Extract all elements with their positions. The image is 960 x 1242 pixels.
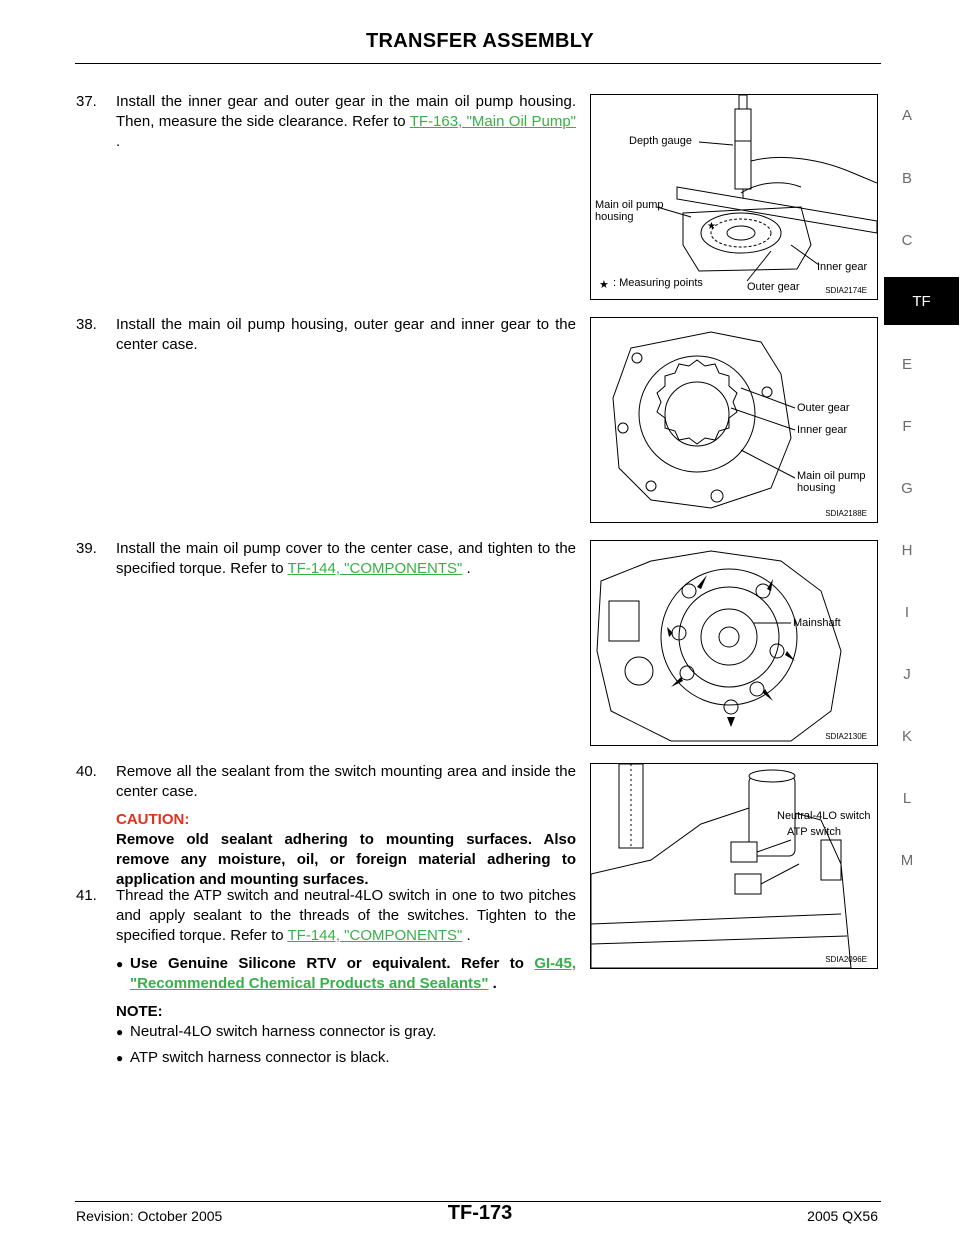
label-main-oil-pump-housing: Main oil pump housing [595, 199, 664, 223]
label-main-oil-pump-housing: Main oil pump housing [797, 470, 866, 494]
label-depth-gauge: Depth gauge [629, 135, 692, 147]
step-37 [76, 92, 576, 152]
bullet-icon: ● [116, 957, 124, 971]
section-index-a[interactable]: A [901, 107, 912, 124]
label-inner-gear: Inner gear [817, 261, 868, 273]
section-index-e[interactable]: E [901, 356, 912, 373]
step-tail: . [116, 133, 121, 150]
step-40 [76, 762, 576, 890]
caution-heading: CAUTION: [116, 811, 190, 828]
section-index-f[interactable]: F [902, 418, 912, 435]
label-outer-gear: Outer gear [797, 402, 850, 414]
step-41 [76, 886, 576, 1068]
bullet-tail: . [492, 975, 497, 992]
step-text: Install the main oil pump housing, outer gear and inner gear to the center case. [116, 316, 576, 353]
figure-code: SDIA2174E [825, 286, 867, 295]
figure-depth-gauge-measurement [590, 94, 878, 300]
ref-link-gi-45[interactable]: GI-45, "Recommended Chemical Products and Sealants" [130, 955, 577, 992]
note-heading: NOTE: [116, 1003, 163, 1020]
figure-pump-cover-bolts [590, 540, 878, 746]
section-index-b[interactable]: B [901, 170, 912, 187]
svg-text:★: ★ [599, 278, 609, 291]
note-item [116, 1048, 576, 1068]
figure-code: SDIA2096E [825, 955, 867, 964]
label-outer-gear: Outer gear [747, 281, 800, 293]
caution-text: Remove old sealant adhering to mounting surfaces. Also remove any moisture, oil, or foreign material adhering to application and mounting surfaces. [116, 831, 576, 888]
ref-link-tf-163[interactable]: TF-163, "Main Oil Pump" [409, 113, 576, 130]
step-number: 37. [76, 93, 97, 110]
figure-code: SDIA2188E [825, 509, 867, 518]
note-text: ATP switch harness connector is black. [130, 1049, 390, 1066]
revision-date: Revision: October 2005 [76, 1208, 223, 1224]
step-text: Remove all the sealant from the switch mounting area and inside the center case. [116, 763, 576, 800]
section-index-c[interactable]: C [901, 232, 913, 249]
step-number: 41. [76, 887, 97, 904]
svg-text:★: ★ [707, 221, 716, 232]
section-index-h[interactable]: H [901, 542, 913, 559]
ref-link-tf-144[interactable]: TF-144, "COMPONENTS" [287, 560, 463, 577]
section-index-i[interactable]: I [904, 604, 910, 621]
page-title: TRANSFER ASSEMBLY [365, 30, 595, 52]
figure-code: SDIA2130E [825, 732, 867, 741]
figure-illustration [591, 541, 877, 745]
figure-pump-housing-gears [590, 317, 878, 523]
ref-link-tf-144[interactable]: TF-144, "COMPONENTS" [287, 927, 463, 944]
bullet-text: Use Genuine Silicone RTV or equivalent. Refer to [130, 955, 524, 972]
label-inner-gear: Inner gear [797, 424, 848, 436]
step-number: 38. [76, 316, 97, 333]
header-divider [75, 63, 881, 64]
section-index-j[interactable]: J [903, 666, 911, 683]
step-number: 40. [76, 763, 97, 780]
figure-switch-locations [590, 763, 878, 969]
figure-illustration [591, 764, 877, 968]
step-39 [76, 539, 576, 579]
label-mainshaft: Mainshaft [793, 617, 841, 629]
section-index-k[interactable]: K [901, 728, 912, 745]
bullet-icon: ● [116, 1051, 124, 1065]
label-neutral-4lo-switch: Neutral-4LO switch [777, 810, 871, 822]
note-item [116, 1022, 576, 1042]
section-index-m[interactable]: M [900, 852, 914, 869]
note-text: Neutral-4LO switch harness connector is gray. [130, 1023, 437, 1040]
page-number: TF-173 [447, 1202, 513, 1224]
legend-measuring-points: : Measuring points [613, 277, 703, 289]
bullet-icon: ● [116, 1025, 124, 1039]
step-number: 39. [76, 540, 97, 557]
step-38 [76, 315, 576, 355]
model-year: 2005 QX56 [807, 1208, 878, 1224]
step-tail: . [466, 927, 471, 944]
step-tail: . [466, 560, 471, 577]
section-index-g[interactable]: G [901, 480, 913, 497]
step-text: Thread the ATP switch and neutral-4LO switch in one to two pitches and apply sealant to the threads of the switches. Tighten to the specified torque. Refer to [116, 887, 576, 944]
label-atp-switch: ATP switch [787, 826, 841, 838]
step-text: Install the inner gear and outer gear in the main oil pump housing. Then, measure the side clearance. Refer to [116, 93, 576, 130]
step-text: Install the main oil pump cover to the center case, and tighten to the specified torque. Refer to [116, 540, 576, 577]
section-index-l[interactable]: L [902, 790, 912, 807]
section-tab-tf-active[interactable]: TF [884, 277, 959, 325]
sealant-bullet [116, 954, 576, 994]
